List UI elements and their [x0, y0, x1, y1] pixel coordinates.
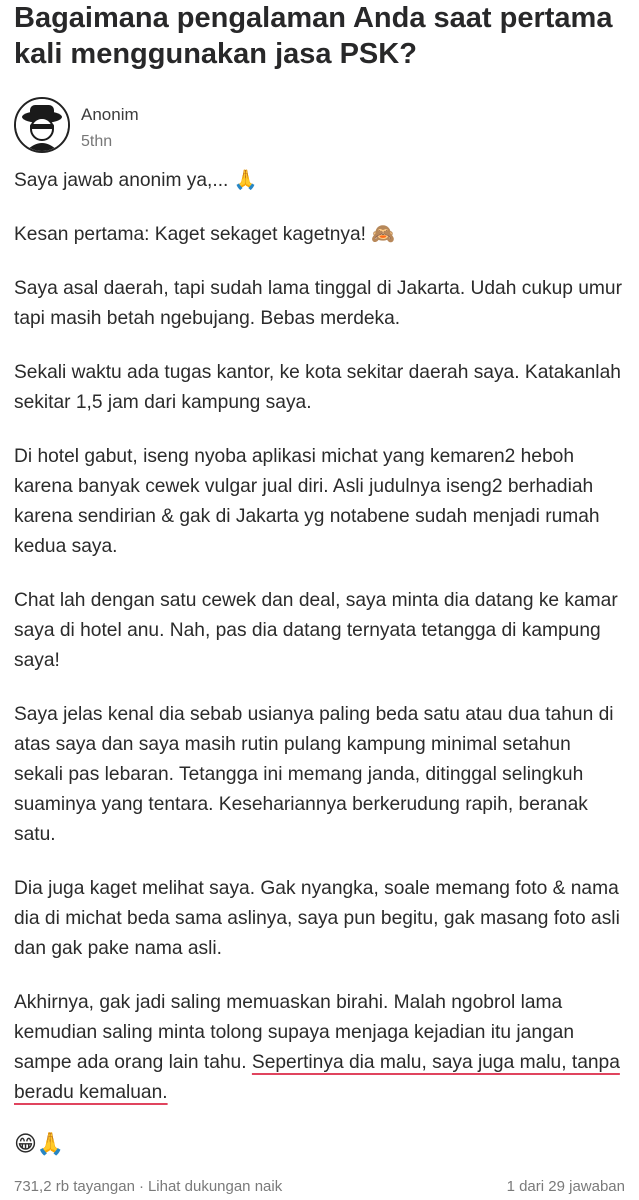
- answer-paragraph: Di hotel gabut, iseng nyoba aplikasi michat yang kemaren2 heboh karena banyak cewek vulgar jual diri. Asli judulnya iseng2 berhadiah karena sendirian & gak di Jakarta yg notabene sudah menjadi rumah kedua saya.: [14, 446, 600, 557]
- highlighted-text: Sepertinya dia malu, saya juga malu, tanpa beradu kemaluan.: [14, 1052, 620, 1103]
- answer-paragraph: Saya asal daerah, tapi sudah lama tinggal di Jakarta. Udah cukup umur tapi masih betah ngebujang. Bebas merdeka.: [14, 278, 622, 329]
- answer-footer: [0, 1168, 639, 1200]
- answer-pagination[interactable]: 1 dari 29 jawaban: [506, 1178, 625, 1195]
- answer-paragraph: Chat lah dengan satu cewek dan deal, saya minta dia datang ke kamar saya di hotel anu. Nah, pas dia datang ternyata tetangga di kampung saya!: [14, 590, 618, 671]
- answer-paragraph: Sekali waktu ada tugas kantor, ke kota sekitar daerah saya. Katakanlah sekitar 1,5 jam dari kampung saya.: [14, 362, 621, 413]
- view-count: 731,2 rb tayangan: [14, 1178, 135, 1195]
- answer-timestamp[interactable]: 5thn: [81, 133, 113, 150]
- footer-stats: [14, 1178, 282, 1195]
- last-paragraph-text: Akhirnya, gak jadi saling memuaskan birahi. Malah ngobrol lama kemudian saling minta tolong supaya menjaga kejadian itu jangan sampe ada orang lain tahu.: [14, 992, 575, 1073]
- separator-dot: ·: [138, 1178, 144, 1195]
- answer-paragraph: Saya jawab anonim ya,... 🙏: [14, 170, 258, 191]
- answer-paragraph: Dia juga kaget melihat saya. Gak nyangka, soale memang foto & nama dia di michat beda sama aslinya, saya pun begitu, gak masang foto asli dan gak pake nama asli.: [14, 878, 620, 959]
- anonymous-avatar-icon[interactable]: [14, 97, 70, 153]
- answer-paragraph: Saya jelas kenal dia sebab usianya paling beda satu atau dua tahun di atas saya dan saya masih rutin pulang kampung minimal setahun sekali pas lebaran. Tetangga ini memang janda, ditinggal selingkuh suaminya yang tentara. Kesehariannya berkerudung rapih, beranak satu.: [14, 704, 614, 845]
- answer-paragraph-last: [14, 988, 624, 1108]
- view-upvotes-link[interactable]: Lihat dukungan naik: [147, 1178, 283, 1195]
- author-header: [14, 97, 624, 161]
- answer-body: [14, 166, 624, 1132]
- question-title[interactable]: Bagaimana pengalaman Anda saat pertama kali menggunakan jasa PSK?: [14, 2, 613, 70]
- closing-emoji: 😁🙏: [14, 1132, 65, 1157]
- author-name[interactable]: Anonim: [81, 105, 139, 124]
- answer-paragraph: Kesan pertama: Kaget sekaget kagetnya! 🙈: [14, 224, 396, 245]
